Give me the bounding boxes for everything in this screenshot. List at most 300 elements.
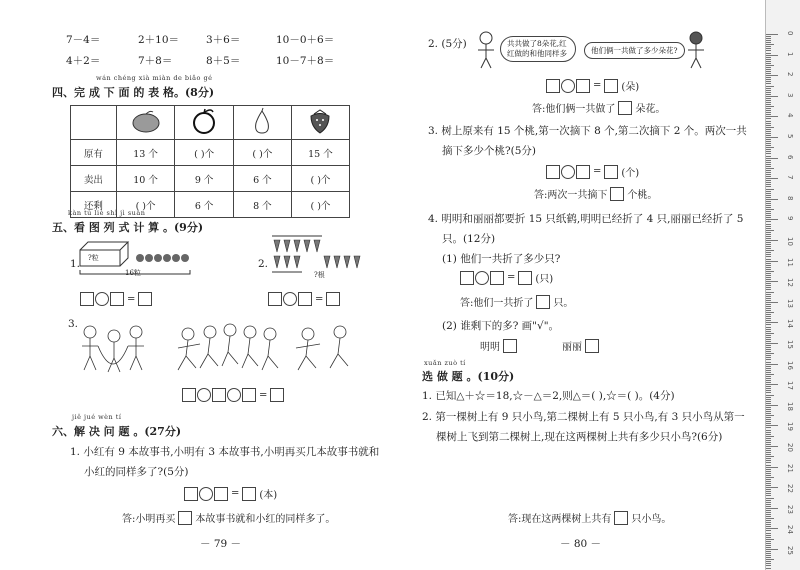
strawberry-icon — [291, 106, 349, 140]
ruler-tick — [766, 156, 771, 157]
ruler-tick — [766, 118, 771, 119]
answer-r-q3 — [532, 186, 659, 201]
ruler-number: 7 — [786, 175, 794, 180]
ruler-tick — [766, 368, 771, 369]
candy-box-figure — [78, 238, 218, 278]
ruler-tick — [766, 147, 774, 148]
ruler-number: 23 — [786, 504, 794, 514]
sec7-pinyin: xuǎn zuò tí — [424, 359, 466, 367]
answer-box[interactable] — [604, 79, 618, 93]
sec6-q1-line2: 小红的同样多了?(5分) — [84, 466, 189, 478]
equation-r-q4-1: = (只) — [460, 270, 555, 285]
answer-box[interactable] — [270, 388, 284, 402]
operator-circle[interactable] — [227, 388, 241, 402]
select-q1: 1. 已知△＋☆＝18,☆－△＝2,则△＝( ),☆＝( )。(4分) — [422, 390, 675, 402]
ruler-tick — [766, 401, 771, 402]
boy-figure — [474, 30, 498, 70]
ruler-tick — [766, 454, 771, 455]
unit-label: (只) — [535, 274, 554, 285]
ruler-tick — [766, 83, 771, 84]
ruler-tick — [766, 477, 774, 478]
ruler-tick — [766, 493, 771, 494]
ruler-tick — [766, 221, 771, 222]
ruler-tick — [766, 73, 771, 74]
operator-circle[interactable] — [197, 388, 211, 402]
ruler-number: 9 — [786, 216, 794, 221]
answer-box[interactable] — [546, 165, 560, 179]
ruler-tick — [766, 36, 771, 37]
q4-line1: 4. 明明和丽丽都要折 15 只纸鹤,明明已经折了 4 只,丽丽已经折了 5 — [428, 213, 744, 225]
table-cell[interactable]: ( )个 — [291, 166, 349, 192]
ruler-tick — [766, 545, 771, 546]
ruler-tick — [766, 263, 771, 264]
ruler-tick — [766, 442, 771, 443]
ruler-number: 1 — [786, 51, 794, 57]
problem-2-number: 2. — [258, 258, 269, 270]
ruler-tick — [766, 244, 771, 245]
ruler-tick — [766, 318, 771, 319]
ruler-tick — [766, 500, 771, 501]
ruler-strip — [765, 0, 800, 570]
ruler-tick — [766, 170, 771, 171]
ruler-tick — [766, 568, 771, 569]
arith-1-1: 7－4＝ — [66, 34, 101, 46]
ruler-number: 5 — [786, 134, 794, 139]
q2-label: 2. (5分) — [428, 38, 467, 50]
ruler-number: 16 — [786, 360, 794, 370]
ruler-tick — [766, 518, 774, 519]
ruler-tick — [766, 75, 778, 76]
ruler-tick — [766, 226, 771, 227]
ruler-tick — [766, 535, 771, 536]
answer-text: 只。 — [553, 298, 574, 309]
ruler-tick — [766, 79, 771, 80]
sec4-title: 四、完 成 下 面 的 表 格。(8分) — [52, 86, 215, 99]
sec5-pinyin: kàn tú liè shì jì suàn — [68, 209, 146, 217]
ruler-tick — [766, 316, 771, 317]
ruler-tick — [766, 320, 771, 321]
ruler-number: 15 — [786, 340, 794, 349]
answer-box[interactable] — [298, 292, 312, 306]
choice-label: 明明 — [480, 342, 500, 353]
answer-box[interactable] — [546, 79, 560, 93]
operator-circle[interactable] — [561, 165, 575, 179]
ruler-tick — [766, 481, 771, 482]
ruler-tick — [766, 96, 778, 97]
ruler-tick — [766, 446, 778, 447]
ruler-tick — [766, 40, 771, 41]
ruler-tick — [766, 345, 771, 346]
answer-box[interactable] — [242, 388, 256, 402]
ruler-tick — [766, 151, 771, 152]
answer-r-q2 — [530, 100, 667, 115]
ruler-tick — [766, 526, 771, 527]
ruler-tick — [766, 90, 771, 91]
ruler-tick — [766, 213, 771, 214]
ruler-tick — [766, 364, 778, 365]
ruler-tick — [766, 555, 771, 556]
ruler-tick — [766, 440, 771, 441]
table-cell[interactable]: ( )个 — [116, 192, 175, 218]
ruler-tick — [766, 182, 771, 183]
ruler-tick — [766, 172, 771, 173]
ruler-tick — [766, 71, 771, 72]
ruler-tick — [766, 98, 771, 99]
ruler-tick — [766, 395, 774, 396]
table-cell: 13 个 — [116, 140, 175, 166]
select-q2-line1: 2. 第一棵树上有 9 只小鸟,第二棵树上有 5 只小鸟,有 3 只小鸟从第一 — [422, 411, 745, 423]
ruler-tick — [766, 69, 771, 70]
ruler-tick — [766, 114, 771, 115]
ruler-tick — [766, 448, 771, 449]
ruler-tick — [766, 491, 771, 492]
ruler-tick — [766, 462, 771, 463]
answer-box[interactable] — [242, 487, 256, 501]
ruler-tick — [766, 533, 771, 534]
ruler-tick — [766, 403, 771, 404]
operator-circle[interactable] — [561, 79, 575, 93]
answer-box[interactable] — [618, 101, 632, 115]
ruler-tick — [766, 427, 771, 428]
ruler-tick — [766, 57, 771, 58]
ruler-tick — [766, 234, 771, 235]
ruler-tick — [766, 102, 771, 103]
ruler-tick — [766, 158, 778, 159]
answer-text: 答:现在这两棵树上共有 — [508, 514, 612, 525]
ruler-tick — [766, 312, 774, 313]
pear-icon — [233, 106, 291, 140]
ruler-tick — [766, 42, 771, 43]
ruler-tick — [766, 333, 774, 334]
answer-box[interactable] — [212, 388, 226, 402]
choice-lili — [560, 338, 599, 353]
sec7-title: 选 做 题 。(10分) — [422, 370, 515, 383]
answer-box[interactable] — [536, 295, 550, 309]
operator-circle[interactable] — [283, 292, 297, 306]
ruler-tick — [766, 460, 771, 461]
ruler-tick — [766, 355, 771, 356]
ruler-tick — [766, 473, 771, 474]
answer-box[interactable] — [576, 79, 590, 93]
ruler-tick — [766, 238, 771, 239]
ruler-tick — [766, 495, 771, 496]
ruler-tick — [766, 160, 771, 161]
total-candy-label: 16粒 — [125, 269, 141, 277]
table-cell: 8 个 — [233, 192, 291, 218]
ruler-tick — [766, 438, 771, 439]
ruler-tick — [766, 67, 771, 68]
ruler-tick — [766, 116, 778, 117]
ruler-tick — [766, 479, 771, 480]
problem-1-number: 1. — [70, 258, 81, 270]
ruler-tick — [766, 55, 778, 56]
ruler-tick — [766, 370, 771, 371]
ruler-tick — [766, 324, 771, 325]
ruler-number: 6 — [786, 154, 794, 160]
ruler-tick — [766, 139, 771, 140]
answer-box[interactable] — [268, 292, 282, 306]
arith-1-4: 10－0＋6＝ — [276, 34, 335, 46]
ruler-tick — [766, 48, 771, 49]
ruler-tick — [766, 145, 771, 146]
ruler-tick — [766, 498, 774, 499]
answer-box[interactable] — [518, 271, 532, 285]
ruler-tick — [766, 217, 771, 218]
answer-box[interactable] — [490, 271, 504, 285]
ruler-tick — [766, 506, 771, 507]
ruler-tick — [766, 199, 778, 200]
answer-box[interactable] — [460, 271, 474, 285]
answer-box[interactable] — [214, 487, 228, 501]
ruler-number: 21 — [786, 463, 794, 473]
ruler-tick — [766, 436, 774, 437]
select-q2-line2: 棵树上飞到第二棵树上,现在这两棵树上共有多少只小鸟?(6分) — [436, 431, 723, 443]
ruler-tick — [766, 380, 771, 381]
ruler-tick — [766, 205, 771, 206]
answer-text: 答:两次一共摘下 — [534, 190, 608, 201]
ruler-tick — [766, 450, 771, 451]
ruler-tick — [766, 329, 771, 330]
ruler-tick — [766, 180, 771, 181]
ruler-tick — [766, 553, 771, 554]
ruler-tick — [766, 405, 778, 406]
ruler-tick — [766, 283, 771, 284]
ruler-number: 20 — [786, 443, 794, 452]
ruler-tick — [766, 351, 771, 352]
sec6-pinyin: jiě jué wèn tí — [72, 413, 122, 421]
ruler-tick — [766, 430, 771, 431]
ruler-tick — [766, 384, 778, 385]
answer-text: 朵花。 — [635, 104, 666, 115]
ruler-tick — [766, 374, 774, 375]
ruler-tick — [766, 322, 778, 323]
choice-mingming — [478, 338, 517, 353]
ruler-tick — [766, 421, 771, 422]
ruler-tick — [766, 522, 771, 523]
girl-figure — [684, 30, 708, 70]
ruler-tick — [766, 530, 771, 531]
ruler-tick — [766, 269, 771, 270]
ruler-tick — [766, 110, 771, 111]
ruler-tick — [766, 475, 771, 476]
ruler-tick — [766, 465, 771, 466]
table-cell: 9 个 — [175, 166, 233, 192]
ruler-tick — [766, 434, 771, 435]
ruler-tick — [766, 178, 778, 179]
ruler-tick — [766, 456, 774, 457]
children-playing-figure — [78, 322, 378, 380]
ruler-tick — [766, 415, 774, 416]
problem-3-number: 3. — [68, 318, 79, 330]
choice-label: 丽丽 — [562, 342, 582, 353]
ruler-tick — [766, 123, 771, 124]
answer-q1 — [120, 510, 337, 525]
table-cell: 6 个 — [233, 166, 291, 192]
ruler-tick — [766, 121, 771, 122]
ruler-tick — [766, 50, 771, 51]
answer-text: 答:他们一共折了 — [460, 298, 534, 309]
answer-box[interactable] — [326, 292, 340, 306]
answer-box[interactable] — [576, 165, 590, 179]
ruler-tick — [766, 392, 771, 393]
ruler-tick — [766, 252, 771, 253]
ruler-tick — [766, 413, 771, 414]
page-number-left: － 79 － — [200, 538, 242, 550]
ruler-tick — [766, 483, 771, 484]
ruler-tick — [766, 279, 771, 280]
ruler-tick — [766, 256, 771, 257]
ruler-tick — [766, 399, 771, 400]
ruler-tick — [766, 469, 771, 470]
ruler-tick — [766, 378, 771, 379]
ruler-tick — [766, 331, 771, 332]
unknown-candy-label: ?粒 — [88, 254, 99, 262]
ruler-tick — [766, 106, 774, 107]
table-cell: 10 个 — [116, 166, 175, 192]
ruler-tick — [766, 277, 771, 278]
ruler-tick — [766, 153, 771, 154]
ruler-tick — [766, 86, 774, 87]
ruler-tick — [766, 563, 771, 564]
ruler-tick — [766, 44, 774, 45]
ruler-tick — [766, 444, 771, 445]
ruler-tick — [766, 489, 771, 490]
ruler-number: 11 — [786, 257, 794, 267]
answer-box[interactable] — [182, 388, 196, 402]
ruler-tick — [766, 549, 778, 550]
ruler-tick — [766, 432, 771, 433]
ruler-tick — [766, 485, 771, 486]
sec5-title: 五、看 图 列 式 计 算 。(9分) — [52, 221, 204, 234]
arith-2-1: 4＋2＝ — [66, 55, 101, 67]
operator-circle[interactable] — [199, 487, 213, 501]
equation-p2: = — [268, 292, 340, 306]
ruler-number: 24 — [786, 525, 794, 535]
ruler-tick — [766, 419, 771, 420]
answer-box[interactable] — [614, 511, 628, 525]
answer-r-q4-1 — [458, 294, 575, 309]
equation-p3: = — [182, 388, 284, 402]
ruler-tick — [766, 510, 771, 511]
table-cell: 15 个 — [291, 140, 349, 166]
ruler-tick — [766, 176, 771, 177]
q4-part1: (1) 他们一共折了多少只? — [442, 253, 561, 265]
ruler-tick — [766, 425, 778, 426]
ruler-tick — [766, 294, 771, 295]
ruler-tick — [766, 240, 778, 241]
ruler-tick — [766, 337, 771, 338]
answer-box[interactable] — [184, 487, 198, 501]
ruler-tick — [766, 289, 771, 290]
ruler-tick — [766, 372, 771, 373]
answer-text: 本故事书就和小红的同样多了。 — [195, 514, 336, 525]
answer-box[interactable] — [178, 511, 192, 525]
ruler-tick — [766, 168, 774, 169]
table-cell[interactable]: ( )个 — [233, 140, 291, 166]
ruler-tick — [766, 452, 771, 453]
ruler-tick — [766, 376, 771, 377]
answer-text: 只小鸟。 — [631, 514, 672, 525]
ruler-tick — [766, 458, 771, 459]
ruler-tick — [766, 502, 771, 503]
checkmark-box[interactable] — [585, 339, 599, 353]
ruler-tick — [766, 81, 771, 82]
ruler-tick — [766, 265, 771, 266]
operator-circle[interactable] — [95, 292, 109, 306]
ruler-tick — [766, 300, 771, 301]
ruler-number: 19 — [786, 422, 794, 432]
ruler-tick — [766, 232, 771, 233]
ruler-tick — [766, 246, 771, 247]
answer-text: 个桃。 — [627, 190, 658, 201]
ruler-tick — [766, 388, 771, 389]
checkmark-box[interactable] — [503, 339, 517, 353]
ruler-tick — [766, 219, 778, 220]
ruler-tick — [766, 184, 771, 185]
table-corner — [71, 106, 117, 140]
ruler-tick — [766, 230, 774, 231]
ruler-tick — [766, 143, 771, 144]
table-cell[interactable]: ( )个 — [291, 192, 349, 218]
ruler-tick — [766, 46, 771, 47]
answer-box[interactable] — [138, 292, 152, 306]
speech-bubble-1: 共共做了8朵花,红红做的和他同样多 — [500, 36, 576, 62]
ruler-tick — [766, 304, 771, 305]
answer-box[interactable] — [80, 292, 94, 306]
ruler-tick — [766, 141, 771, 142]
ruler-tick — [766, 77, 771, 78]
table-cell[interactable]: ( )个 — [175, 140, 233, 166]
ruler-tick — [766, 137, 778, 138]
answer-box[interactable] — [604, 165, 618, 179]
unit-label: (朵) — [621, 82, 640, 93]
ruler-tick — [766, 528, 778, 529]
ruler-tick — [766, 215, 771, 216]
ruler-tick — [766, 362, 771, 363]
ruler-tick — [766, 250, 774, 251]
arith-2-2: 7＋8＝ — [138, 55, 173, 67]
ruler-tick — [766, 353, 774, 354]
arith-2-4: 10－7＋8＝ — [276, 55, 335, 67]
ruler-tick — [766, 193, 771, 194]
ruler-tick — [766, 248, 771, 249]
ruler-tick — [766, 127, 774, 128]
ruler-tick — [766, 125, 771, 126]
ruler-tick — [766, 541, 771, 542]
ruler-tick — [766, 287, 771, 288]
ruler-tick — [766, 273, 771, 274]
equation-q1: = (本) — [184, 486, 279, 501]
ruler-tick — [766, 296, 771, 297]
ruler-tick — [766, 149, 771, 150]
ruler-tick — [766, 38, 771, 39]
ruler-tick — [766, 306, 771, 307]
ruler-tick — [766, 236, 771, 237]
ruler-tick — [766, 195, 771, 196]
ruler-tick — [766, 543, 771, 544]
ruler-tick — [766, 166, 771, 167]
equation-p1: = — [80, 292, 152, 306]
ruler-tick — [766, 407, 771, 408]
ruler-tick — [766, 516, 771, 517]
ruler-tick — [766, 359, 771, 360]
ruler-tick — [766, 561, 771, 562]
operator-circle[interactable] — [475, 271, 489, 285]
ruler-tick — [766, 162, 771, 163]
ruler-number: 10 — [786, 237, 794, 246]
answer-box[interactable] — [610, 187, 624, 201]
answer-box[interactable] — [110, 292, 124, 306]
